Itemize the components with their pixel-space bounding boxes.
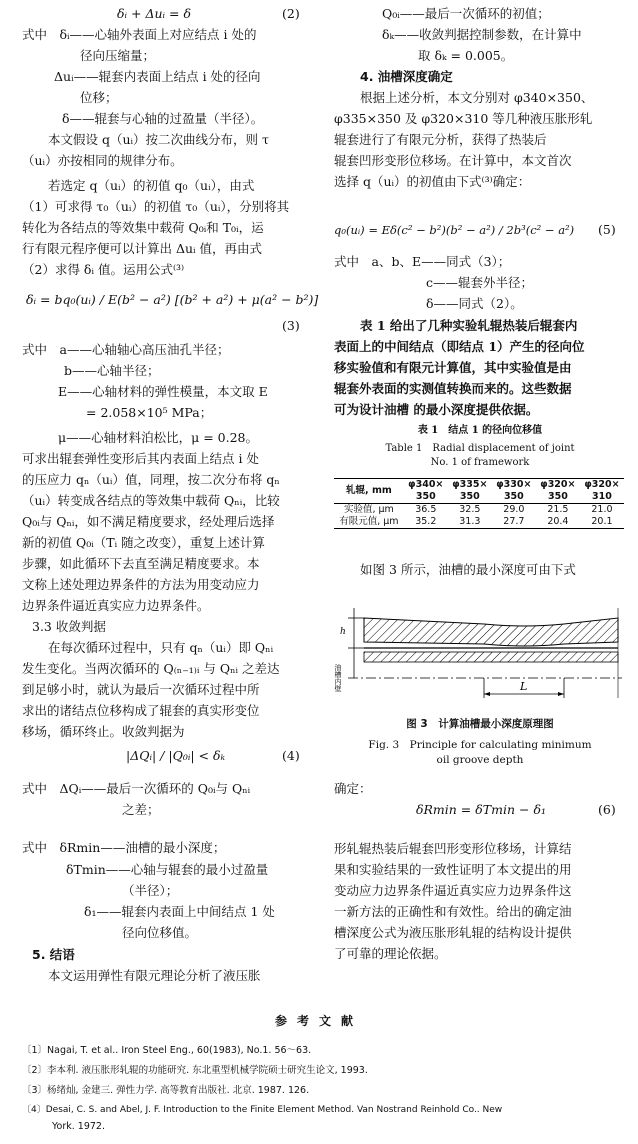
table-cell: 21.5 [547, 504, 569, 515]
text-line: 变动应力边界条件逼近真实应力边界条件这 [334, 883, 572, 898]
text-line: 在每次循环过程中，只有 qₙ（uᵢ）即 Qₙᵢ [48, 640, 274, 655]
section-heading: 3.3 收敛判据 [32, 619, 106, 634]
equation-4: |ΔQᵢ| / |Q₀ᵢ| < δₖ [126, 748, 226, 763]
text-line: 发生变化。当两次循环的 Q₍ₙ₋₁₎ᵢ 与 Qₙᵢ 之差达 [22, 661, 280, 676]
text-line: 移实验值和有限元计算值，其中实验值是由 [334, 360, 572, 375]
equation-3-number: (3) [282, 318, 300, 333]
equation-6-number: (6) [598, 802, 616, 817]
text-line: 取 δₖ = 0.005。 [418, 48, 514, 63]
text-line: 的压应力 qₙ（uᵢ）值，同理，按二次分布将 qₙ [22, 472, 280, 487]
text-line: 转化为各结点的等效集中载荷 Q₀ᵢ和 T₀ᵢ，运 [22, 220, 264, 235]
figure-caption-en-2: oil groove depth [436, 754, 524, 766]
table-header: 轧辊, mm [334, 479, 404, 504]
text-line: 辊套进行了有限元分析，获得了热装后 [334, 132, 547, 147]
text-line: 求出的诸结点位移构成了辊套的真实形变位 [22, 703, 260, 718]
text-line: δ——同式（2）。 [426, 296, 523, 311]
table-row [334, 516, 624, 529]
reference-item: 〔4〕Desai, C. S. and Abel, J. F. Introduction to the Finite Element Method. Van Nostrand Reinhold Co.. New [22, 1105, 503, 1115]
text-line: 式中 ΔQᵢ——最后一次循环的 Q₀ᵢ与 Qₙᵢ [22, 781, 251, 796]
mandrel-section [364, 652, 618, 662]
text-line: （uᵢ）转变成各结点的等效集中载荷 Qₙᵢ，比较 [22, 493, 280, 508]
text-line: 可为设计油槽 的最小深度提供依据。 [334, 402, 539, 417]
section-heading: 4. 油槽深度确定 [360, 69, 453, 84]
text-line: = 2.058×10⁵ MPa； [86, 405, 213, 420]
table-header-row [334, 479, 624, 504]
text-line: δₖ——收敛判据控制参数，在计算中 [382, 27, 582, 42]
text-line: δ——辊套与心轴的过盈量（半径）。 [62, 111, 264, 126]
references-heading: 参考文献 [274, 1014, 363, 1028]
text-line: 位移； [80, 90, 118, 105]
text-line: 槽深度公式为液压胀形轧辊的结构设计提供 [334, 925, 572, 940]
text-line: 一新方法的正确性和有效性。给出的确定油 [334, 904, 572, 919]
text-line: Δuᵢ——辊套内表面上结点 i 处的径向 [54, 69, 261, 84]
text-line: Q₀ᵢ——最后一次循环的初值； [382, 6, 550, 21]
text-line: 辊套凹形变形位移场。在计算中，本文首次 [334, 153, 572, 168]
arrow-icon [558, 692, 564, 696]
equation-4-number: (4) [282, 748, 300, 763]
label-h: h [340, 627, 346, 637]
equation-3: δᵢ = bq₀(uᵢ) / E(b² − a²) [(b² + a²) + μ(a² − b²)] [26, 292, 319, 307]
table-cell: 35.2 [404, 516, 448, 529]
section-heading: 5. 结语 [32, 947, 75, 962]
text-line: φ335×350 及 φ320×310 等几种液压胀形轧 [334, 111, 593, 126]
equation-6: δRmin = δTmin − δ₁ [416, 802, 546, 817]
text-line: （1）可求得 τ₀（uᵢ）的初值 τ₀（uᵢ），分别将其 [22, 199, 290, 214]
text-line: 如图 3 所示，油槽的最小深度可由下式 [360, 562, 576, 577]
text-line: μ——心轴材料泊松比，μ = 0.28。 [58, 430, 259, 445]
text-line: E——心轴材料的弹性模量，本文取 E [58, 384, 268, 399]
figure-3-diagram [334, 598, 624, 710]
table-title-cn: 表 1 结点 1 的径向位移值 [417, 425, 543, 436]
table-cell: 31.3 [448, 516, 492, 529]
table-cell: 实验值, μm [343, 504, 394, 515]
text-line: 可求出辊套弹性变形后其内表面上结点 i 处 [22, 451, 259, 466]
reference-item: 〔1〕Nagai, T. et al.. Iron Steel Eng., 60(1983), No.1. 56～63. [22, 1045, 312, 1056]
table-header: φ335× 350 [448, 479, 492, 504]
text-line: 确定： [334, 781, 372, 796]
text-line: 本文运用弹性有限元理论分析了液压胀 [48, 968, 261, 983]
table-header: φ330× 350 [492, 479, 536, 504]
figure-caption-cn: 图 3 计算油槽最小深度原理图 [406, 718, 554, 730]
text-line: 根据上述分析，本文分别对 φ340×350、 [360, 90, 594, 105]
reference-item: York. 1972. [52, 1121, 105, 1132]
table-cell: 36.5 [415, 504, 437, 515]
text-line: 表 1 给出了几种实验轧辊热装后辊套内 [360, 318, 578, 333]
text-line: 果和实验结果的一致性证明了本文提出的用 [334, 862, 572, 877]
text-line: 本文假设 q（uᵢ）按二次曲线分布，则 τ [48, 132, 269, 147]
text-line: c——辊套外半径； [426, 275, 534, 290]
displacement-table [334, 478, 624, 529]
text-line: b——心轴半径； [64, 363, 160, 378]
text-line: 辊套外表面的实测值转换而来的。这些数据 [334, 381, 572, 396]
table-header: φ320× 310 [580, 479, 624, 504]
text-line: 了可靠的理论依据。 [334, 946, 447, 961]
table-title-en: Table 1 Radial displacement of joint [385, 443, 575, 454]
table-cell: 32.5 [459, 504, 481, 515]
text-line: 径向位移值。 [122, 925, 198, 940]
text-line: 之差； [122, 802, 160, 817]
sleeve-section [364, 618, 618, 646]
text-line: δTmin——心轴与辊套的最小过盈量 [66, 862, 269, 877]
table-cell: 20.4 [536, 516, 580, 529]
reference-item: 〔2〕李本利. 液压胀形轧辊的功能研究. 东北重型机械学院硕士研究生论文, 1993. [22, 1065, 368, 1076]
label-groove-wall: 油槽内壁 [334, 664, 342, 692]
text-line: 文称上述处理边界条件的方法为用变动应力 [22, 577, 260, 592]
table-cell: 有限元值, μm [334, 516, 404, 529]
text-line: 到足够小时，就认为最后一次循环过程中所 [22, 682, 260, 697]
text-line: （2）求得 δᵢ 值。运用公式⁽³⁾ [22, 262, 185, 277]
table-header: φ320× 350 [536, 479, 580, 504]
text-line: 表面上的中间结点（即结点 1）产生的径向位 [334, 339, 585, 354]
arrow-icon [484, 692, 490, 696]
text-line: 式中 a——心轴轴心高压油孔半径； [22, 342, 230, 357]
text-line: 新的初值 Q₀ᵢ（Tᵢ 随之改变），重复上述计算 [22, 535, 265, 550]
text-line: 式中 δRmin——油槽的最小深度； [22, 840, 226, 855]
table-cell: 27.7 [492, 516, 536, 529]
equation-2-number: (2) [282, 6, 300, 21]
equation-2: δᵢ + Δuᵢ = δ [117, 6, 191, 21]
figure-caption-en: Fig. 3 Principle for calculating minimum [368, 739, 592, 751]
table-cell: 20.1 [580, 516, 624, 529]
text-line: 若选定 q（uᵢ）的初值 q₀（uᵢ），由式 [48, 178, 255, 193]
table-title-en-2: No. 1 of framework [430, 457, 530, 468]
text-line: 步骤，如此循环下去直至满足精度要求。本 [22, 556, 260, 571]
text-line: （半径）； [122, 883, 179, 898]
text-line: 式中 a、b、E——同式（3）； [334, 254, 511, 269]
equation-5-number: (5) [598, 222, 616, 237]
table-cell: 29.0 [503, 504, 525, 515]
table-cell: 21.0 [591, 504, 613, 515]
equation-5: q₀(uᵢ) = Eδ(c² − b²)(b² − a²) / 2b³(c² − a²) [334, 223, 575, 237]
text-line: Q₀ᵢ与 Qₙᵢ，如不满足精度要求，经处理后选择 [22, 514, 275, 529]
table-header: φ340× 350 [404, 479, 448, 504]
text-line: δ₁——辊套内表面上中间结点 1 处 [84, 904, 275, 919]
text-line: （uᵢ）亦按相同的规律分布。 [22, 153, 183, 168]
text-line: 边界条件逼近真实应力边界条件。 [22, 598, 210, 613]
table-row [334, 504, 624, 517]
text-line: 移场，循环终止。收敛判据为 [22, 724, 185, 739]
text-line: 形轧辊热装后辊套凹形变形位移场，计算结 [334, 841, 572, 856]
label-L: L [520, 680, 528, 693]
text-line: 径向压缩量； [80, 48, 156, 63]
text-line: 行有限元程序便可以计算出 Δuᵢ 值，再由式 [22, 241, 263, 256]
reference-item: 〔3〕杨绪灿, 金建三. 弹性力学. 高等教育出版社. 北京. 1987. 126. [22, 1085, 310, 1096]
text-line: 选择 q（uᵢ）的初值由下式⁽³⁾确定： [334, 174, 531, 189]
text-line: 式中 δᵢ——心轴外表面上对应结点 i 处的 [22, 27, 257, 42]
